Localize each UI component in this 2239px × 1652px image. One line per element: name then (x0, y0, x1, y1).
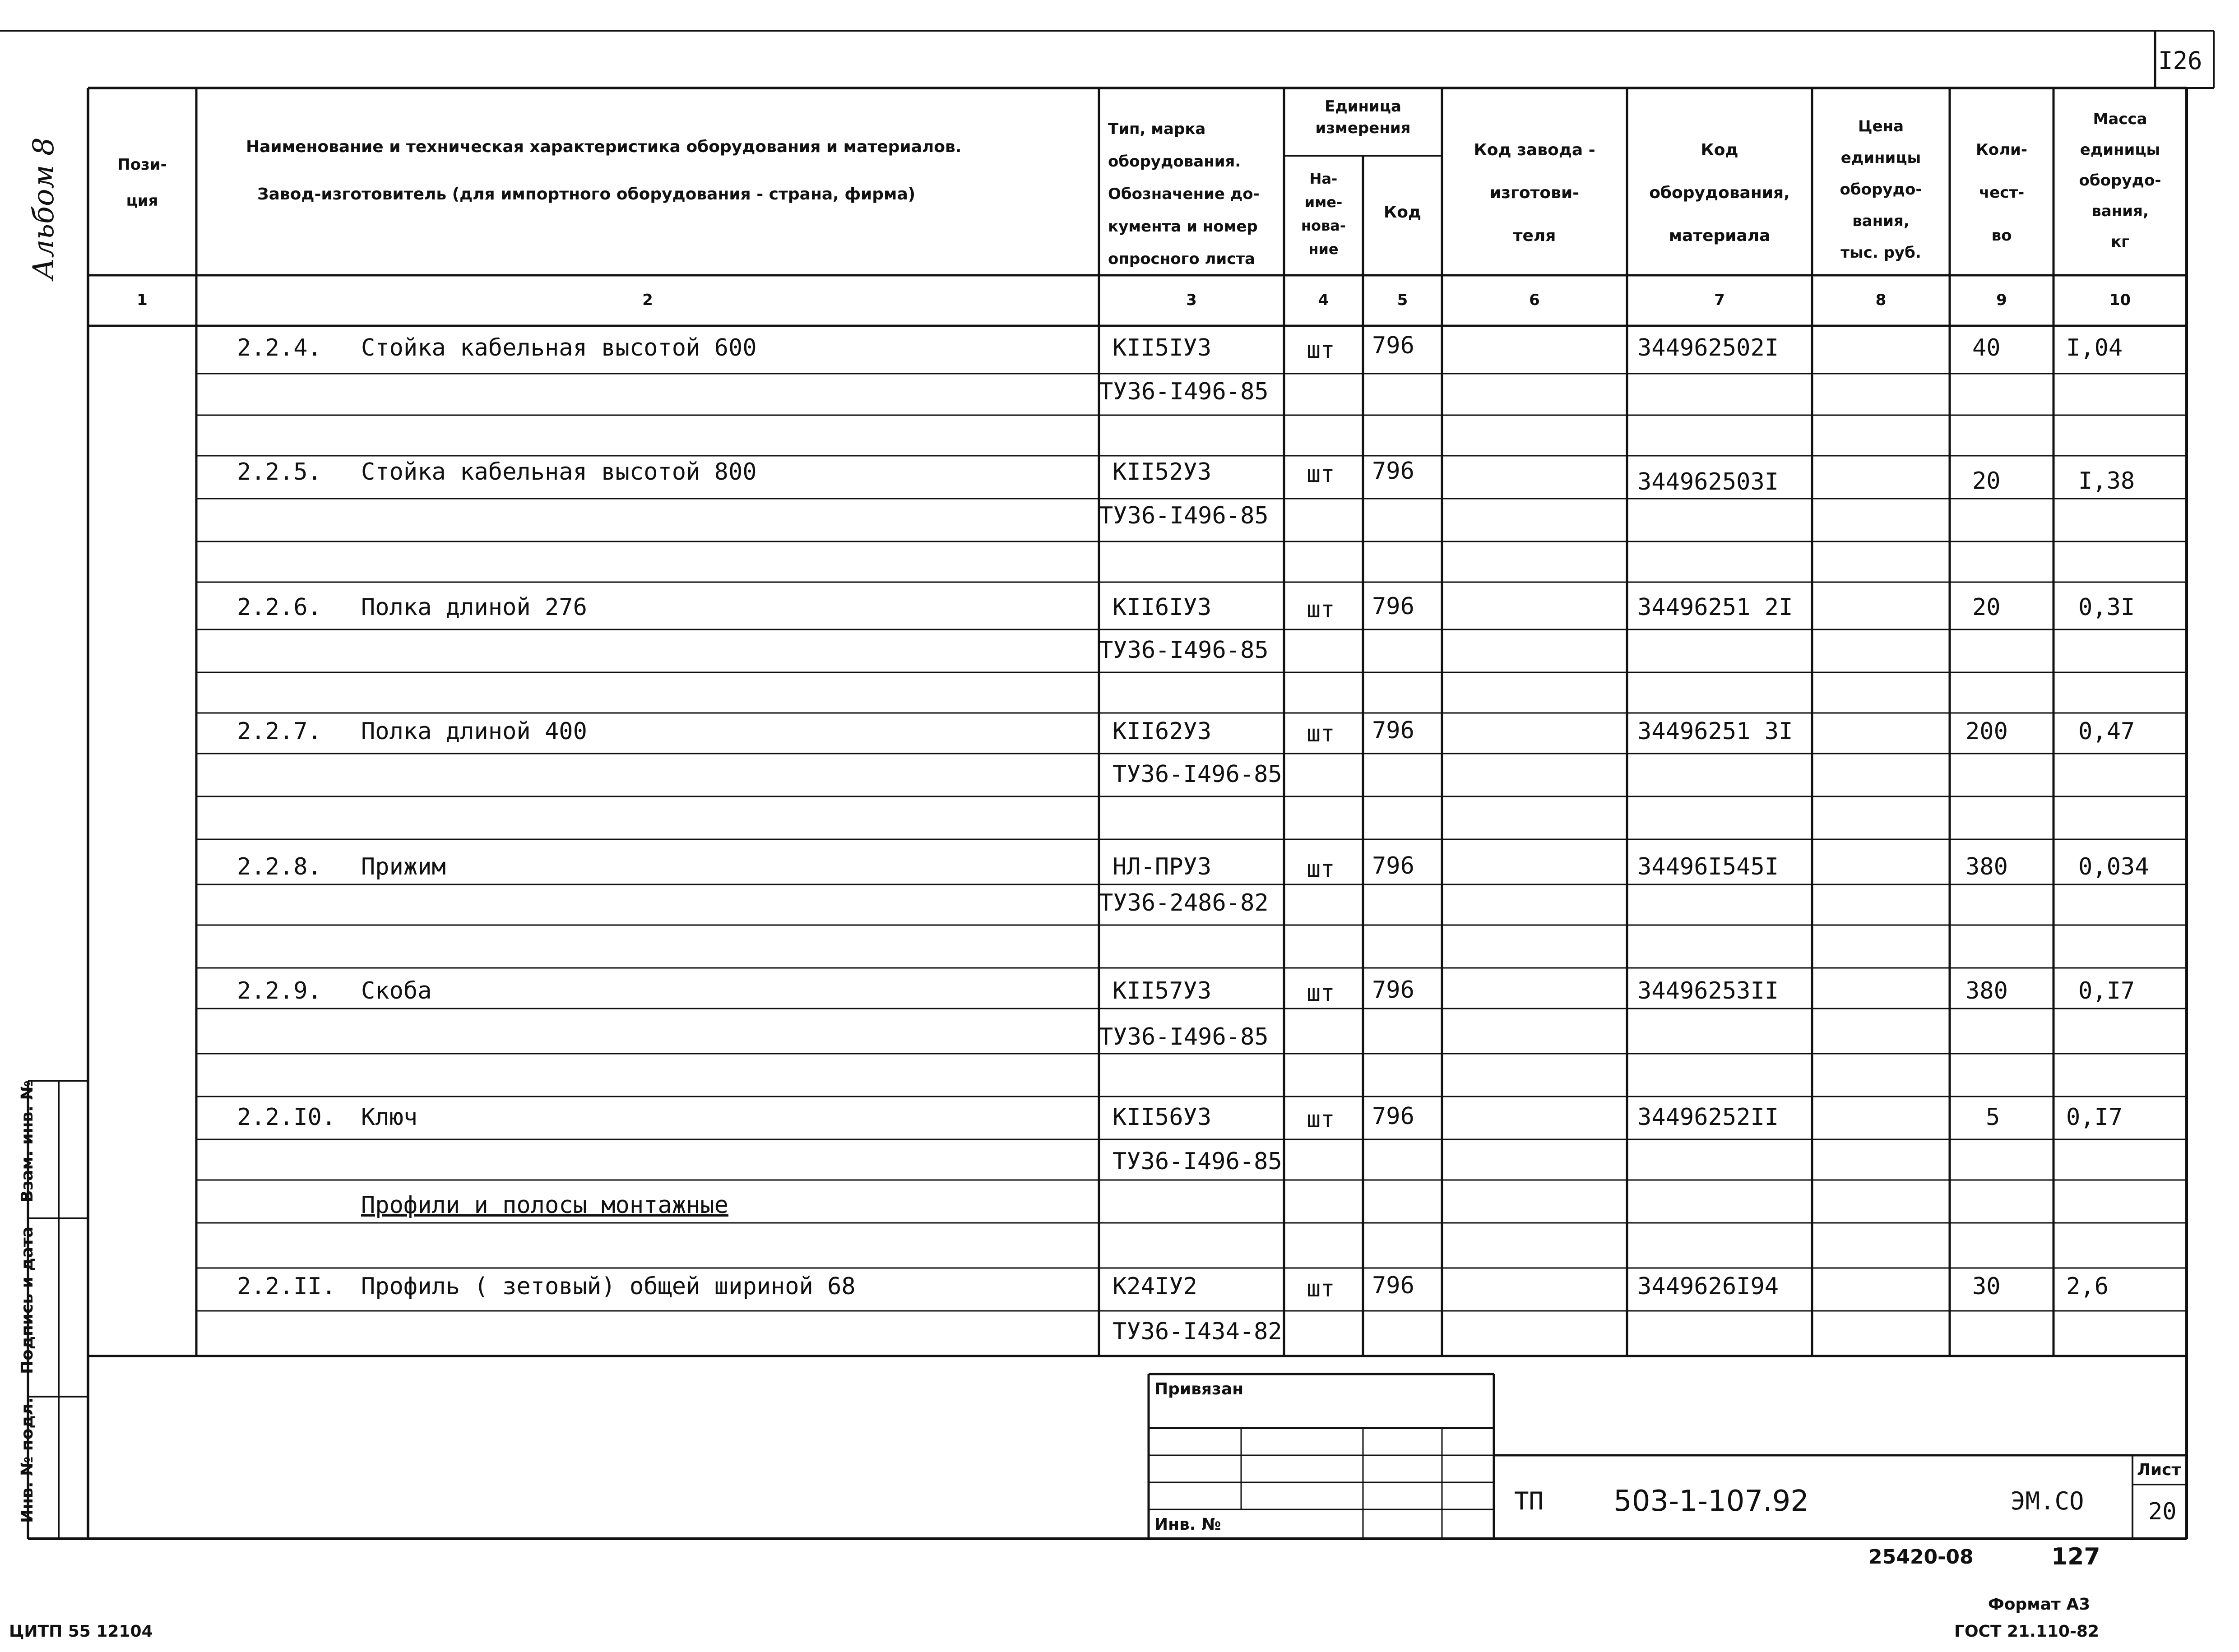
row-mass: 0,034 (2078, 853, 2149, 880)
row-quantity: 5 (1986, 1104, 2000, 1131)
col-number-3: 3 (1186, 291, 1197, 309)
row-equipment-code: 3449626I94 (1637, 1273, 1779, 1300)
col-number-10: 10 (2109, 291, 2131, 309)
row-position: 2.2.4. (237, 334, 322, 361)
header-unit-code: Код (1383, 203, 1422, 222)
document-code: ЭМ.СО (2011, 1487, 2084, 1515)
row-mass: I,38 (2078, 467, 2135, 495)
album-label: Альбом 8 (27, 137, 60, 280)
row-type: НЛ-ПРУ3 (1113, 853, 1212, 880)
row-mass: 0,I7 (2078, 977, 2135, 1004)
col-number-4: 4 (1318, 291, 1329, 309)
col-number-1: 1 (137, 291, 148, 309)
row-equipment-code: 34496253II (1637, 977, 1779, 1004)
row-unit-code: 796 (1372, 593, 1414, 620)
row-unit: шт (1307, 856, 1335, 883)
archive-page: 127 (2051, 1543, 2100, 1570)
row-equipment-code: 34496251 2I (1637, 594, 1793, 621)
row-mass: 0,I7 (2066, 1104, 2123, 1131)
header-unit-name: На- име- нова- ние (1301, 170, 1346, 258)
row-name: Прижим (361, 853, 446, 880)
row-unit: шт (1307, 720, 1335, 747)
row-document: ТУ36-I496-85 (1099, 378, 1269, 405)
header-name-line2: Завод-изготовитель (для импортного оборудования - страна, фирма) (257, 185, 916, 204)
row-document: ТУ36-I496-85 (1099, 502, 1269, 529)
row-quantity: 380 (1965, 977, 2008, 1004)
header-position: Пози- ция (117, 156, 167, 210)
row-unit-code: 796 (1372, 717, 1414, 744)
header-quantity: Коли- чест- во (1976, 141, 2027, 245)
row-equipment-code: 344962503I (1637, 468, 1779, 495)
privyazan-label: Привязан (1154, 1380, 1244, 1398)
row-document: ТУ36-I496-85 (1099, 1023, 1269, 1050)
row-quantity: 200 (1965, 718, 2008, 745)
row-unit-code: 796 (1372, 458, 1414, 485)
row-equipment-code: 34496251 3I (1637, 718, 1793, 745)
row-name: Ключ (361, 1104, 418, 1131)
row-type: КII5IУ3 (1113, 334, 1212, 361)
row-position: 2.2.7. (237, 718, 322, 745)
row-position: 2.2.8. (237, 853, 322, 880)
row-unit: шт (1307, 1275, 1335, 1302)
row-quantity: 30 (1972, 1273, 2001, 1300)
archive-number: 25420-08 (1868, 1546, 1974, 1569)
row-position: 2.2.5. (237, 458, 322, 486)
row-unit: шт (1307, 1106, 1335, 1133)
row-type: КII57У3 (1113, 977, 1212, 1004)
header-mass: Масса единицы оборудо- вания, кг (2079, 110, 2161, 251)
row-unit: шт (1307, 596, 1335, 623)
row-position: 2.2.6. (237, 594, 322, 621)
section-heading: Профили и полосы монтажные (361, 1192, 728, 1219)
row-unit: шт (1307, 337, 1335, 364)
row-equipment-code: 34496252II (1637, 1104, 1779, 1131)
row-unit-code: 796 (1372, 1103, 1414, 1130)
format-label: Формат А3 (1988, 1595, 2091, 1614)
header-price: Цена единицы оборудо- вания, тыс. руб. (1840, 117, 1922, 262)
row-mass: I,04 (2066, 334, 2123, 361)
header-factory-code: Код завода - изготови- теля (1474, 141, 1595, 245)
header-type: Тип, марка оборудования. Обозначение до- кумента и номер опросного листа (1108, 120, 1260, 268)
row-document: ТУ36-2486-82 (1099, 889, 1269, 916)
row-document: ТУ36-I496-85 (1113, 761, 1282, 788)
tp-label: ТП (1514, 1487, 1544, 1515)
page-number: I26 (2158, 46, 2202, 75)
header-name-line1: Наименование и техническая характеристика оборудования и материалов. (246, 138, 962, 156)
row-unit: шт (1307, 461, 1335, 488)
row-document: ТУ36-I496-85 (1099, 637, 1269, 664)
row-unit-code: 796 (1372, 852, 1414, 879)
row-unit: шт (1307, 980, 1335, 1007)
stamp-vzam-inv: Взам. инв. № (18, 1080, 37, 1203)
row-name: Стойка кабельная высотой 800 (361, 458, 757, 486)
row-quantity: 20 (1972, 594, 2001, 621)
citp-label: ЦИТП 55 12104 (9, 1622, 153, 1641)
col-number-6: 6 (1529, 291, 1540, 309)
row-unit-code: 796 (1372, 332, 1414, 359)
row-position: 2.2.9. (237, 977, 322, 1004)
row-position: 2.2.II. (237, 1273, 336, 1300)
row-unit-code: 796 (1372, 976, 1414, 1004)
row-type: К24IУ2 (1113, 1273, 1197, 1300)
row-name: Скоба (361, 977, 432, 1004)
row-quantity: 20 (1972, 467, 2001, 495)
row-name: Полка длиной 276 (361, 594, 587, 621)
col-number-7: 7 (1714, 291, 1725, 309)
stamp-inv-podl: Инв. № подл. (18, 1397, 37, 1523)
row-type: КII52У3 (1113, 458, 1212, 486)
row-position: 2.2.I0. (237, 1104, 336, 1131)
row-equipment-code: 344962502I (1637, 334, 1779, 361)
project-code: 503-1-107.92 (1613, 1485, 1809, 1518)
inv-no-label: Инв. № (1154, 1515, 1221, 1534)
gost-label: ГОСТ 21.110-82 (1954, 1622, 2100, 1641)
row-mass: 0,47 (2078, 718, 2135, 745)
row-equipment-code: 34496I545I (1637, 853, 1779, 880)
col-number-8: 8 (1875, 291, 1887, 309)
row-quantity: 380 (1965, 853, 2008, 880)
stamp-signature-date: Подпись и дата (18, 1226, 37, 1374)
row-document: ТУ36-I496-85 (1113, 1148, 1282, 1175)
header-equipment-code: Код оборудования, материала (1649, 141, 1790, 245)
row-type: КII62У3 (1113, 718, 1212, 745)
row-name: Стойка кабельная высотой 600 (361, 334, 757, 361)
header-unit-group: Единица измерения (1315, 97, 1411, 137)
col-number-2: 2 (642, 291, 653, 309)
row-mass: 2,6 (2066, 1273, 2109, 1300)
row-name: Профиль ( зетовый) общей шириной 68 (361, 1273, 856, 1300)
sheet-label: Лист (2137, 1461, 2181, 1479)
row-quantity: 40 (1972, 334, 2001, 361)
row-mass: 0,3I (2078, 594, 2135, 621)
col-number-5: 5 (1397, 291, 1408, 309)
row-document: ТУ36-I434-82 (1113, 1318, 1282, 1345)
sheet-number: 20 (2148, 1498, 2177, 1525)
row-unit-code: 796 (1372, 1272, 1414, 1299)
row-name: Полка длиной 400 (361, 718, 587, 745)
col-number-9: 9 (1996, 291, 2007, 309)
row-type: КII6IУ3 (1113, 594, 1212, 621)
row-type: КII56У3 (1113, 1104, 1212, 1131)
